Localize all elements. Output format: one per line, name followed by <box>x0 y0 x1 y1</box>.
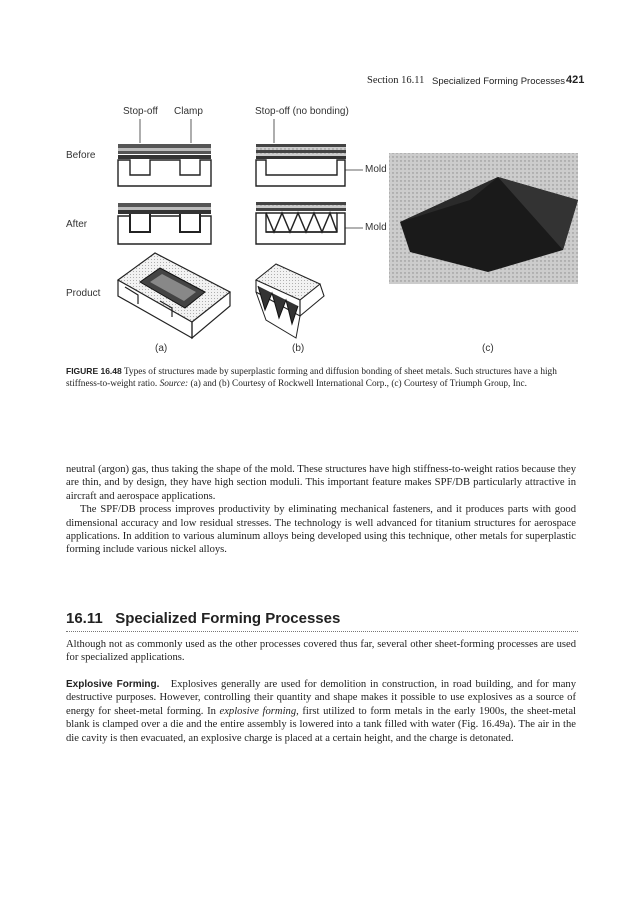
figure-label: FIGURE 16.48 <box>66 366 122 376</box>
label-mold-top: Mold <box>365 164 387 175</box>
caption-text: Types of structures made by superplastic forming and diffusion bonding of sheet metals. Such structures have a high stiffness-to-weight ratio. <box>66 367 557 389</box>
caption-source-label: Source: <box>159 379 189 389</box>
explosive-forming-heading: Explosive Forming. <box>66 679 160 690</box>
running-header-section: Section 16.11 <box>367 75 425 86</box>
page-number: 421 <box>566 74 585 86</box>
diagram-a-after <box>118 203 211 244</box>
explosive-text-1: Explosives generally are used for demolition in construction, in road building, and for many destructive purposes. However, controlling their quantity and shape makes it possible to use explosives as a source of energy for sheet-metal forming. In <box>66 679 576 717</box>
label-clamp: Clamp <box>174 106 203 117</box>
section-rule <box>66 631 578 632</box>
section-intro <box>66 638 576 665</box>
photo-c <box>389 153 578 284</box>
label-part-b: (b) <box>292 343 305 354</box>
section-title: Specialized Forming Processes <box>115 610 341 627</box>
product-b <box>256 264 324 338</box>
paragraph-2: The SPF/DB process improves productivity by eliminating mechanical fasteners, and it produces parts with good dimensional accuracy and low residual stresses. The technology is well advanced for titanium structures for aerospace applications. In addition to various aluminum alloys being developed using this technique, other metals for superplastic forming include various nickel alloys. <box>66 504 576 556</box>
explosive-term: explosive forming, <box>219 705 299 717</box>
label-stop-off: Stop-off <box>123 106 158 117</box>
label-product: Product <box>66 288 101 299</box>
label-part-a: (a) <box>155 343 168 354</box>
diagram-b-before <box>256 144 346 186</box>
caption-source-text: (a) and (b) Courtesy of Rockwell International Corp., (c) Courtesy of Triumph Group, Inc. <box>190 379 527 389</box>
running-header-title: Specialized Forming Processes <box>432 76 566 87</box>
section-number: 16.11 <box>66 610 103 627</box>
figure-illustration <box>0 0 636 360</box>
label-before: Before <box>66 150 96 161</box>
explosive-text-2: first utilized to form metals in the early 1900s, the sheet-metal blank is clamped over a die and the entire assembly is lowered into a tank filled with water (Fig. 16.49a). The air in the die cavity is then evacuated, an explosive charge is placed at a certain height, and the charge is detonated. <box>66 705 576 744</box>
diagram-a-before <box>118 144 211 186</box>
label-stop-off-no-bonding: Stop-off (no bonding) <box>255 106 349 117</box>
label-part-c: (c) <box>482 343 494 354</box>
label-mold-bottom: Mold <box>365 222 387 233</box>
explosive-forming-paragraph <box>66 678 576 745</box>
label-after: After <box>66 219 88 230</box>
diagram-b-after <box>256 202 346 244</box>
product-a <box>118 253 230 338</box>
section-intro-text: Although not as commonly used as the other processes covered thus far, several other sheet-forming processes are used for specialized applications. <box>66 639 576 664</box>
paragraph-1: neutral (argon) gas, thus taking the shape of the mold. These structures have high stiffness-to-weight ratios because they are thin, and by design, they have high section moduli. This important feature makes SPF/DB particularly attractive in aircraft and aerospace applications. <box>66 464 576 502</box>
section-heading <box>66 610 340 627</box>
figure-caption <box>66 365 576 390</box>
body-paragraphs <box>66 463 576 557</box>
